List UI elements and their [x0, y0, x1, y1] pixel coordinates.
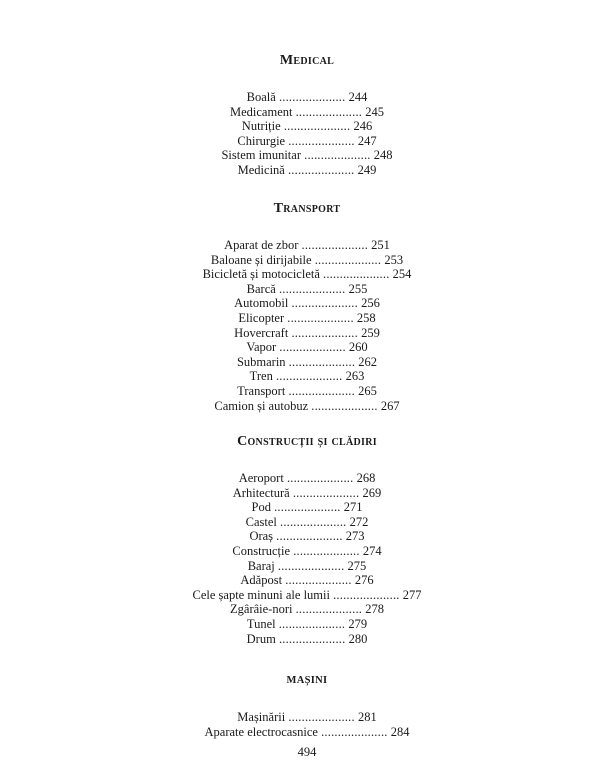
entry-label: Vapor: [246, 340, 277, 355]
entry-page-number: 260: [348, 340, 368, 355]
dot-leader: ....................: [278, 281, 346, 296]
entry-label: Camion și autobuz: [214, 398, 309, 413]
entry-label: Aparat de zbor: [224, 238, 299, 252]
section-masini: [0, 673, 614, 739]
toc-entry: [0, 267, 614, 282]
toc-entry: [0, 369, 614, 384]
entry-label: Baloane și dirijabile: [210, 252, 312, 267]
entry-label: Baraj: [247, 558, 275, 573]
toc-entry: [0, 340, 614, 355]
toc-entry: [0, 399, 614, 414]
entry-list: [0, 90, 614, 178]
entry-page-number: 258: [356, 310, 376, 325]
dot-leader: ....................: [277, 558, 345, 573]
toc-entry: [0, 355, 614, 370]
entry-page-number: 255: [348, 281, 368, 296]
entry-page-number: 272: [349, 514, 369, 529]
dot-leader: ....................: [278, 616, 346, 631]
dot-leader: ....................: [311, 398, 378, 413]
dot-leader: ....................: [274, 500, 341, 515]
toc-entry: [0, 105, 614, 120]
toc-entry: [0, 486, 614, 501]
entry-page-number: 246: [353, 119, 373, 134]
entry-label: Drum: [246, 631, 276, 646]
entry-label: Hovercraft: [234, 325, 289, 340]
entry-list: [0, 238, 614, 413]
dot-leader: ....................: [291, 296, 358, 311]
dot-leader: ....................: [288, 133, 355, 148]
dot-leader: ....................: [291, 325, 358, 340]
section-heading: Construcții și clădiri: [237, 434, 377, 449]
dot-leader: ....................: [286, 471, 354, 485]
entry-page-number: 262: [358, 354, 378, 369]
entry-page-number: 247: [357, 133, 377, 148]
dot-leader: ....................: [314, 252, 382, 267]
dot-leader: ....................: [287, 310, 354, 325]
entry-page-number: 248: [373, 148, 393, 163]
entry-page-number: 259: [361, 325, 380, 340]
entry-label: Sistem imunitar: [221, 148, 301, 163]
entry-list: [0, 710, 614, 739]
dot-leader: ....................: [287, 162, 355, 177]
entry-label: Aparate electrocasnice: [204, 724, 318, 739]
entry-label: Bicicletă și motocicletă: [202, 267, 320, 282]
toc-entry: [0, 602, 614, 617]
toc-entry: [0, 471, 614, 486]
entry-page-number: 278: [365, 602, 384, 617]
entry-page-number: 273: [345, 529, 365, 544]
entry-page-number: 256: [361, 296, 380, 311]
entry-page-number: 271: [343, 500, 363, 515]
section-heading: Transport: [273, 201, 341, 216]
dot-leader: ....................: [276, 529, 343, 544]
entry-label: Construcție: [232, 543, 291, 558]
toc-entry: [0, 311, 614, 326]
entry-label: Castel: [245, 514, 277, 529]
entry-label: Nutriție: [241, 119, 281, 134]
toc-entry: [0, 632, 614, 647]
toc-entry: [0, 588, 614, 603]
entry-page-number: 280: [348, 631, 368, 646]
toc-entry: [0, 119, 614, 134]
entry-page-number: 249: [357, 162, 377, 177]
dot-leader: ....................: [283, 119, 351, 134]
toc-entry: [0, 134, 614, 149]
toc-entry: [0, 296, 614, 311]
section-heading: MAȘINI: [286, 675, 328, 686]
entry-page-number: 276: [354, 573, 374, 588]
entry-page-number: 269: [362, 485, 382, 500]
toc-entry: [0, 500, 614, 515]
entry-label: Oraș: [249, 529, 274, 544]
entry-page-number: 275: [347, 558, 367, 573]
dot-leader: ....................: [321, 724, 388, 739]
entry-page-number: 284: [390, 724, 410, 739]
entry-page-number: 253: [384, 252, 404, 267]
entry-label: Chirurgie: [237, 133, 286, 148]
toc-entry: [0, 573, 614, 588]
dot-leader: ....................: [278, 631, 346, 646]
toc-entry: [0, 148, 614, 163]
entry-label: Zgârâie-nori: [230, 602, 293, 617]
toc-entry: [0, 90, 614, 105]
entry-label: Elicopter: [238, 310, 285, 325]
entry-page-number: 281: [357, 710, 377, 724]
section-medical: [0, 53, 614, 178]
toc-entry: [0, 282, 614, 297]
entry-page-number: 265: [358, 383, 377, 398]
toc-entry: [0, 238, 614, 253]
entry-page-number: 245: [365, 104, 384, 119]
dot-leader: ....................: [285, 573, 352, 588]
dot-leader: ....................: [301, 238, 369, 252]
entry-label: Submarin: [236, 354, 286, 369]
toc-entry: [0, 617, 614, 632]
section-constructii: [0, 434, 614, 646]
toc-entry: [0, 163, 614, 178]
entry-page-number: 263: [345, 369, 365, 384]
entry-page-number: 254: [392, 267, 412, 282]
dot-leader: ....................: [275, 369, 343, 384]
entry-label: Arhitectură: [232, 485, 290, 500]
entry-label: Aeroport: [238, 471, 284, 485]
entry-page-number: 251: [371, 238, 390, 252]
toc-entry: [0, 725, 614, 740]
entry-page-number: 268: [356, 471, 376, 485]
dot-leader: ....................: [295, 602, 363, 617]
entry-page-number: 244: [348, 90, 368, 104]
entry-label: Transport: [237, 383, 286, 398]
entry-label: Pod: [251, 500, 271, 515]
entry-label: Automobil: [234, 296, 289, 311]
dot-leader: ....................: [288, 383, 355, 398]
toc-entry: [0, 544, 614, 559]
section-heading: Medical: [279, 53, 335, 68]
toc-entry: [0, 515, 614, 530]
page-number: 494: [297, 745, 317, 759]
dot-leader: ....................: [292, 485, 360, 500]
dot-leader: ....................: [295, 104, 363, 119]
toc-entry: [0, 559, 614, 574]
entry-label: Tunel: [246, 616, 276, 631]
dot-leader: ....................: [304, 148, 371, 163]
entry-list: [0, 471, 614, 646]
entry-page-number: 279: [348, 616, 368, 631]
dot-leader: ....................: [288, 710, 355, 724]
toc-entry: [0, 710, 614, 725]
entry-label: Barcă: [246, 281, 276, 296]
section-transport: [0, 201, 614, 413]
dot-leader: ....................: [279, 340, 346, 355]
entry-label: Medicină: [237, 162, 285, 177]
toc-entry: [0, 326, 614, 341]
toc-entry: [0, 384, 614, 399]
dot-leader: ....................: [293, 543, 360, 558]
entry-label: Cele șapte minuni ale lumii: [192, 587, 330, 602]
entry-label: Medicament: [230, 104, 293, 119]
entry-page-number: 274: [362, 543, 382, 558]
dot-leader: ....................: [323, 267, 390, 282]
dot-leader: ....................: [278, 90, 346, 104]
entry-label: Tren: [249, 369, 273, 384]
entry-label: Boală: [246, 90, 276, 104]
dot-leader: ....................: [333, 587, 400, 602]
entry-page-number: 277: [402, 587, 422, 602]
entry-label: Adăpost: [240, 573, 283, 588]
dot-leader: ....................: [288, 354, 356, 369]
entry-label: Mașinării: [237, 710, 286, 724]
toc-entry: [0, 529, 614, 544]
entry-page-number: 267: [380, 398, 400, 413]
dot-leader: ....................: [280, 514, 347, 529]
toc-entry: [0, 253, 614, 268]
